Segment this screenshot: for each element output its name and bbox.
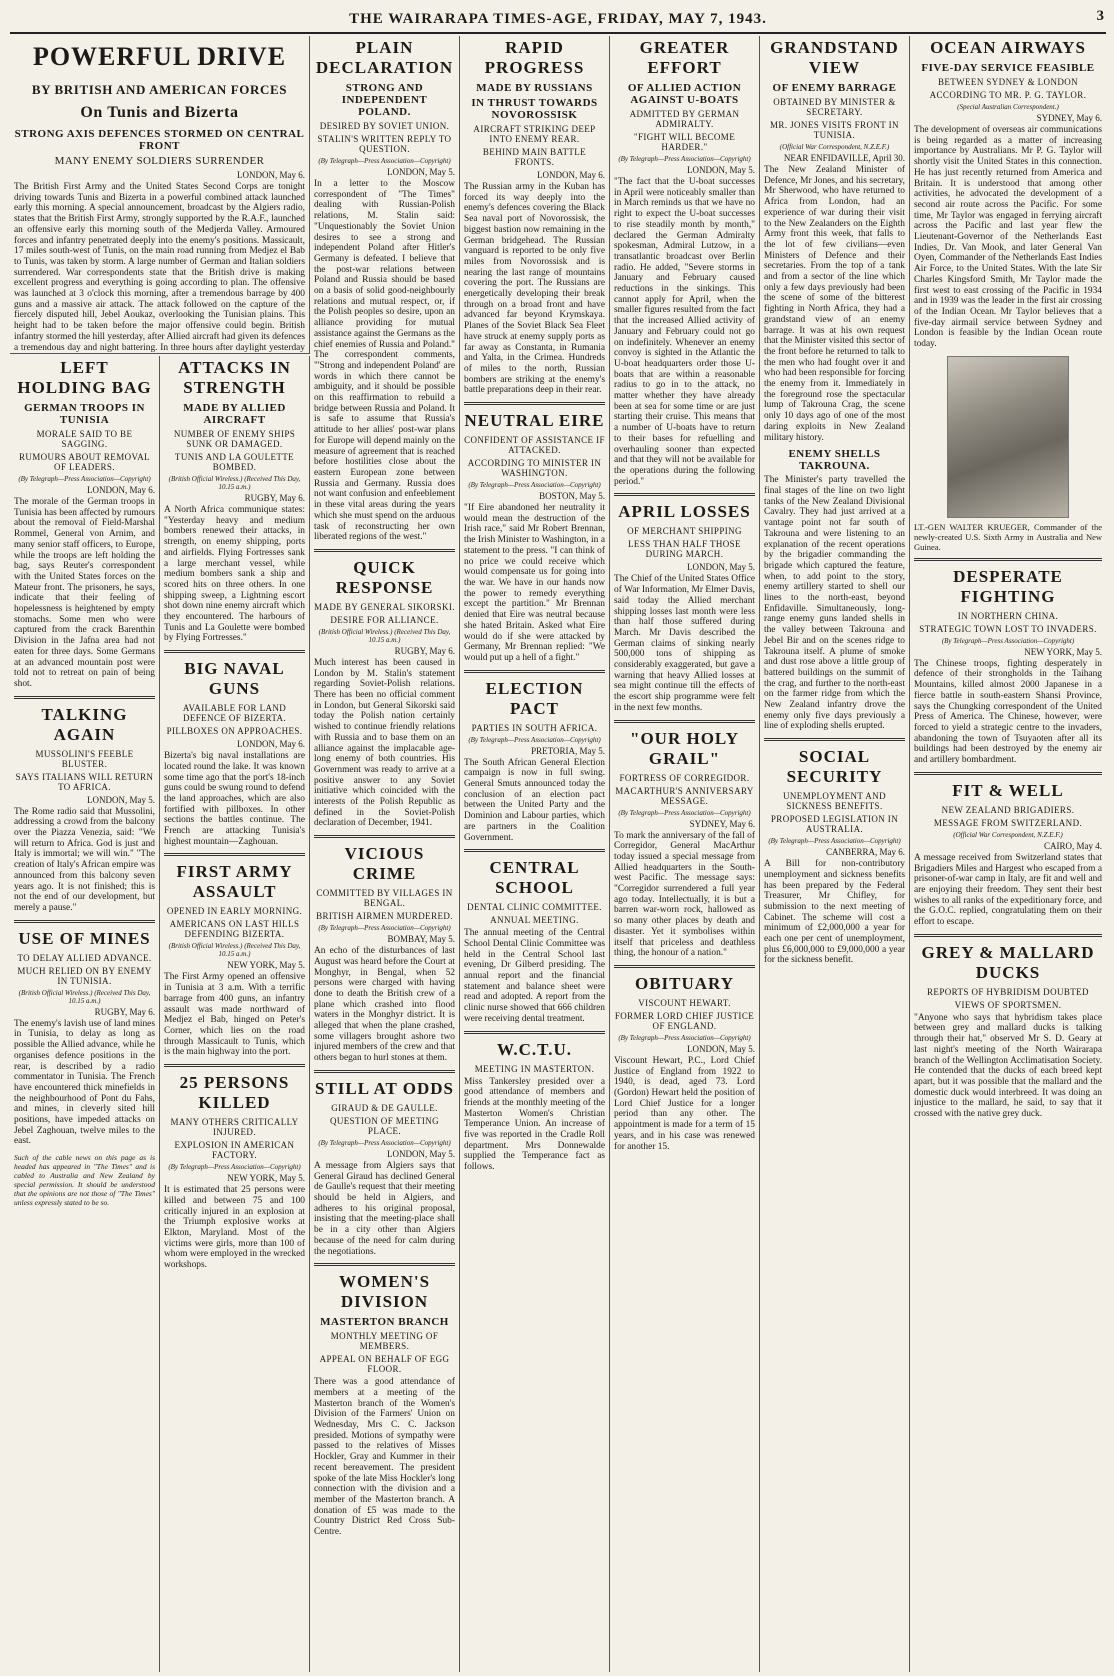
body: A message received from Switzerland states that Brigadiers Miles and Hargest who escaped from a prisoner-of-war camp in Italy, are fit and well and are enjoying their freedom. They sent their best wishes to all ranks of the expeditionary force, and the G.O.C. replied, congratulating them on their effort to escape. (914, 852, 1102, 928)
deck: FORTRESS OF CORREGIDOR. (619, 772, 750, 783)
article-talking-again (14, 705, 155, 914)
credit: (By Telegraph—Press Association—Copyright) (468, 735, 601, 744)
dateline: NEW YORK, May 5. (1024, 646, 1102, 657)
article-rapid-progress (464, 38, 605, 396)
article-big-naval-guns (164, 659, 305, 847)
dateline: RUGBY, May 6. (94, 1006, 155, 1017)
lead-headline: POWERFUL DRIVE (32, 42, 287, 71)
headline: ELECTION PACT (485, 678, 584, 718)
article-ocean-airways (914, 38, 1102, 350)
credit: (Special Australian Correspondent.) (957, 103, 1059, 111)
column-2-lower (160, 356, 310, 1672)
deck: MADE BY ALLIED AIRCRAFT (183, 402, 286, 426)
article-fit-well (914, 781, 1102, 928)
article-grandstand-view (764, 38, 905, 732)
body: The Chief of the United States Office of War Information, Mr Elmer Davis, said today the Allied merchant shipping losses last month were less than half those suffered during March. Mr Davis described the German claims of sinking nearly 500,000 tons of shipping as considerably exaggerated, but gave a warning that heavy Allied losses at sea might continue till the effects of the escort ship programme were felt in the next few months. (614, 574, 755, 713)
deck: EXPLOSION IN AMERICAN FACTORY. (174, 1140, 295, 1161)
deck: LESS THAN HALF THOSE DURING MARCH. (628, 539, 741, 560)
dateline: LONDON, May 5. (687, 165, 755, 175)
article-left-holding-bag (14, 358, 155, 690)
deck: FIVE-DAY SERVICE FEASIBLE (921, 62, 1095, 74)
headline: BIG NAVAL GUNS (184, 659, 285, 699)
article-quick-response (314, 558, 455, 829)
deck: IN NORTHERN CHINA. (957, 610, 1059, 621)
body: It is estimated that 25 persons were killed and between 75 and 100 critically injured in an explosion at the Triumph explosive works at Elkton, Maryland. Most of the victims were girls, more than 100 of whom were employed in the wrecked workshops. (164, 1185, 305, 1271)
columns (10, 36, 1106, 1672)
deck: BETWEEN SYDNEY & LONDON (937, 77, 1079, 87)
credit: (British Official Wireless.) (Received This Day, 10.15 a.m.) (18, 988, 151, 1005)
deck: TUNIS AND LA GOULETTE BOMBED. (174, 452, 295, 472)
dateline: LONDON, May 5. (387, 167, 455, 177)
dateline: LONDON, May 6. (537, 170, 605, 180)
lead-dateline: LONDON, May 6. (237, 170, 305, 180)
dateline: RUGBY, May 6. (394, 645, 455, 656)
credit: (British Official Wireless.) (Received This Day, 10.15 a.m.) (168, 475, 301, 491)
divider (14, 696, 155, 699)
headline: VICIOUS CRIME (344, 844, 425, 884)
body: A North Africa communique states: "Yesterday heavy and medium bombers renewed their attacks, in strength, on enemy shipping, ports and airfields. Flying Fortresses sank a large merchant vessel, while medium bombers sank a ship and scored hits on three others. In one shipping sweep, a Lightning escort shot down nine enemy aircraft which they encountered. The harbours of Tunis and La Goulette were bombed by Flying Fortresses." (164, 505, 305, 644)
deck: PROPOSED LEGISLATION IN AUSTRALIA. (770, 814, 899, 835)
deck: SAYS ITALIANS WILL RETURN TO AFRICA. (15, 771, 154, 792)
dateline: NEW YORK, May 5. (227, 960, 305, 971)
dateline: NEAR ENFIDAVILLE, April 30. (783, 153, 905, 163)
deck: DESIRE FOR ALLIANCE. (330, 614, 439, 625)
headline: GREY & MALLARD DUCKS (921, 942, 1095, 982)
deck: ACCORDING TO MR. P. G. TAYLOR. (929, 90, 1087, 100)
deck: CONFIDENT OF ASSISTANCE IF ATTACKED. (464, 435, 605, 456)
lead-article (10, 36, 310, 354)
credit: (By Telegraph—Press Association—Copyright) (468, 481, 601, 490)
dateline: SYDNEY, May 6. (1036, 113, 1102, 123)
credit: (By Telegraph—Press Association—Copyright) (618, 155, 751, 163)
deck: REPORTS OF HYBRIDISM DOUBTED (927, 986, 1089, 997)
credit: (By Telegraph—Press Association—Copyright) (618, 808, 751, 817)
body: Viscount Hewart, P.C., Lord Chief Justice of England from 1922 to 1940, is dead, aged 73. Lord (Gordon) Hewart held the position of Lord Chief Justice for a longer period than any other. The appointment is made for a term of 15 years, and in his case was renewed for another 15. (614, 1055, 755, 1152)
article-election-pact (464, 679, 605, 844)
body: "If Eire abandoned her neutrality it would mean the destruction of the Irish race," said Mr Robert Brennan, the Irish Minister to Washington, in a statement to the press. "I can think of no price we could receive which would compensate us for going into the war. We have in our hands now the power to remedy everything except the partition." Mr Brennan denied that Eire was neutral because she hated Britain. Asked what Eire would do if she were attacked by Germany, Mr Brennan replied: "We would put up a hell of a fight." (464, 503, 605, 663)
credit: (Official War Correspondent, N.Z.E.F.) (953, 830, 1063, 839)
headline: USE OF MINES (18, 928, 151, 948)
page-number: 3 (1096, 8, 1104, 24)
dateline: LONDON, May 5. (687, 1043, 755, 1054)
article-still-at-odds (314, 1079, 455, 1257)
deck: MESSAGE FROM SWITZERLAND. (933, 817, 1083, 828)
deck: GERMAN TROOPS IN TUNISIA (24, 402, 145, 426)
deck: MACARTHUR'S ANNIVERSARY MESSAGE. (615, 785, 754, 806)
subhead: ENEMY SHELLS TAKROUNA. (788, 448, 881, 473)
deck: UNEMPLOYMENT AND SICKNESS BENEFITS. (783, 791, 886, 812)
headline: ATTACKS IN STRENGTH (178, 358, 291, 397)
article-desperate-fighting (914, 567, 1102, 766)
deck: AIRCRAFT STRIKING DEEP INTO ENEMY REAR. (473, 124, 596, 144)
dateline: LONDON, May 5. (687, 562, 755, 573)
lead-deck-4: MANY ENEMY SOLDIERS SURRENDER (54, 155, 265, 167)
deck: FORMER LORD CHIEF JUSTICE OF ENGLAND. (614, 1010, 755, 1031)
body: A message from Algiers says that General Giraud has declined General de Gaulle's request that their meeting should be held in Algiers, and adheres to his original proposal, insisting that the meeting-place shall be in a city other than Algiers because of the need for calm during the negotiations. (314, 1160, 455, 1257)
body: In a letter to the Moscow correspondent of "The Times" dealing with Russian-Polish relations, M. Stalin said: "Unquestionably the Soviet Union desires to see a strong and independent Poland after Hitler's Germany is defeated. I believe that the post-war relations between Poland and Russia should be based on a basis of solid good-neighbourly relations and mutual respect, or, if the Polish peoples so desire, upon an alliance providing for mutual assistance against the Germans as the chief enemies of Russia and Poland." The correspondent comments, "'Strong and independent Poland' are words in which there cannot be ambiguity, and it should be possible on this reaffirmation to rebuild a bridge between Russia and Poland. It is safe to assume that Russia's attitude to her allies' post-war plans for Europe will depend mainly on the measure of agreement that is reached before hostilities close about the eastern European zone between Russia and Germany. Russia does not want confusion and enfeeblement in these vital areas during the years which she must spend on the arduous task of reconstructing her own liberated regions of the west." (314, 179, 455, 543)
body: There was a good attendance of members at a meeting of the Masterton branch of the Women's Division of the Farmers' Union on Wednesday, Mrs C. C. Jackson presided. Motions of sympathy were passed to the relatives of Misses Hockler, Gray and Kummer in their recent bereavement. The president spoke of the late Miss Hockler's long connection with the division and a member of the Masterton branch. A donation of £5 was made to the Country District Red Cross Sub-Centre. (314, 1377, 455, 1538)
deck: APPEAL ON BEHALF OF EGG FLOOR. (319, 1354, 450, 1375)
credit: (British Official Wireless.) (Received This Day, 10.15 a.m.) (318, 627, 451, 644)
divider (314, 1263, 455, 1266)
dateline: PRETORIA, May 5. (531, 745, 605, 756)
deck: MORALE SAID TO BE SAGGING. (36, 429, 133, 449)
deck: PILLBOXES ON APPROACHES. (166, 726, 303, 737)
deck: QUESTION OF MEETING PLACE. (329, 1115, 440, 1136)
divider (614, 965, 755, 968)
credit: (By Telegraph—Press Association—Copyright) (318, 1138, 451, 1147)
divider (14, 920, 155, 923)
article-use-of-mines (14, 929, 155, 1147)
deck: BRITISH AIRMEN MURDERED. (316, 911, 453, 922)
divider (914, 772, 1102, 775)
credit: (By Telegraph—Press Association—Copyright) (168, 1163, 301, 1172)
body: The development of overseas air communications is being regarded as a matter of increasing importance by Australians. Mr P. G. Taylor will shortly visit the United States in this connection. He has just recently returned from America and Britain. It is understood that among other activities, he advocated the development of a second air route across the Pacific. For some time, Mr Taylor was engaged in ferrying aircraft across the Pacific and last year flew the Lieutenant-Governor of the Netherlands East Indies, Dr. Van Mook, and later General Van Oyen, Commander of the Netherlands East Indies Air Force, to the United States. With the late Sir Charles Kingsford Smith, Mr Taylor made the first west to east crossing of the Pacific in 1934 and in 1939 was the leader in the first air crossing of the Indian Ocean. Mr Taylor believes that a five-day airmail service between Sydney and London is feasible by the Indian Ocean route today. (914, 125, 1102, 350)
headline: LEFT HOLDING BAG (17, 358, 152, 397)
deck: STRATEGIC TOWN LOST TO INVADERS. (919, 623, 1097, 634)
headline: DESPERATE FIGHTING (953, 566, 1063, 606)
column-1-lower (10, 356, 160, 1672)
dateline: NEW YORK, May 5. (227, 1173, 305, 1184)
footnote: Such of the cable news on this page as is headed has appeared in "The Times" and is cabled to Australia and New Zealand by special permission. It should be understood that the opinions are not those of "The Times" unless expressly stated to be so. (14, 1153, 155, 1208)
headline: W.C.T.U. (496, 1039, 573, 1059)
credit: (By Telegraph—Press Association—Copyright) (318, 924, 451, 933)
deck: OBTAINED BY MINISTER & SECRETARY. (773, 97, 896, 117)
body: The enemy's lavish use of land mines in Tunisia, to delay as long as possible the Allied advance, while he organises defence positions in the rear, is described by a radio commentator in Tunisia. The French have encountered thick minefields in the neighbourhood of Pont du Fahs, and mines, in cleverly sited hill positions, have impeded attacks on Jebel Zaghouan, twelve miles to the east. (14, 1018, 155, 1147)
headline: APRIL LOSSES (618, 502, 751, 522)
divider (464, 1031, 605, 1034)
dateline: BOSTON, May 5. (539, 491, 605, 502)
body: The New Zealand Minister of Defence, Mr Jones, and his secretary, Mr Sherwood, who have returned to Africa from London, had an experience of war during their visit to the New Zealanders on the Eighth Army front this week, that falls to the lot of few civilians—even Ministers of Defence and their secretaries. From the top of a tank and from a sector of the line which only a few days previously had been the scene of some of the bitterest fighting in North Africa, they had a grandstand view of an enemy barrage. It was at his own request that the Minister visited this sector of the front before he returned to talk to the men who had fought over it and who had been responsible for forcing the enemy from it. Immediately in the foreground rose the spectacular lump of Takrouna Crag, the scene only 10 days ago of one of the most daring exploits in New Zealand military history. (764, 165, 905, 443)
body: The South African General Election campaign is now in full swing. General Smuts announced today the conclusion of an election pact between the United Party and the Dominion and Labour parties, which are partners in the Coalition Government. (464, 757, 605, 843)
deck: MUCH RELIED ON BY ENEMY IN TUNISIA. (17, 965, 152, 986)
article-plain-declaration (314, 38, 455, 543)
dateline: LONDON, May 6. (237, 739, 305, 750)
divider (464, 849, 605, 852)
article-social-security (764, 747, 905, 966)
deck: NUMBER OF ENEMY SHIPS SUNK OR DAMAGED. (173, 429, 296, 449)
lead-deck-3: STRONG AXIS DEFENCES STORMED ON CENTRAL FRONT (14, 128, 305, 152)
deck: OF MERCHANT SHIPPING (627, 526, 742, 537)
credit: (By Telegraph—Press Association—Copyright) (941, 636, 1075, 645)
headline: FIRST ARMY ASSAULT (176, 862, 293, 902)
column-4 (460, 36, 610, 1672)
deck: MADE BY GENERAL SIKORSKI. (314, 601, 455, 612)
article-grey-mallard (914, 943, 1102, 1120)
dateline: BOMBAY, May 5. (387, 934, 455, 945)
credit: (By Telegraph—Press Association—Copyright) (618, 1033, 751, 1042)
article-neutral-eire (464, 411, 605, 664)
divider (764, 738, 905, 741)
credit: (By Telegraph—Press Association—Copyright) (768, 837, 901, 846)
masthead (10, 6, 1106, 34)
body: The Chinese troops, fighting desperately in defence of their strongholds in the Taihang Mountains, killed almost 2000 Japanese in a fierce battle in south-eastern Shansi Province, says the Chungking correspondent of the United Press of America. The Chinese, however, were forced to yield a strategic centre to the invaders, abandoning the town of Tsuyaoten after all its buildings had been destroyed by the enemy air and artillery bombardment. (914, 658, 1102, 766)
divider (314, 835, 455, 838)
dateline: RUGBY, May 6. (244, 493, 305, 503)
credit: (Official War Correspondent, N.Z.E.F.) (779, 143, 890, 151)
divider (914, 934, 1102, 937)
deck: RUMOURS ABOUT REMOVAL OF LEADERS. (18, 452, 151, 472)
article-central-school (464, 858, 605, 1024)
deck: AMERICANS ON LAST HILLS DEFENDING BIZERTA. (169, 919, 300, 940)
credit: (British Official Wireless.) (Received This Day, 10.15 a.m.) (168, 942, 301, 959)
headline: 25 PERSONS KILLED (179, 1073, 290, 1113)
headline: RAPID PROGRESS (484, 38, 585, 77)
article-persons-killed (164, 1073, 305, 1271)
dateline: CANBERRA, May 6. (825, 847, 905, 858)
divider (164, 853, 305, 856)
article-april-losses (614, 502, 755, 713)
credit: (By Telegraph—Press Association—Copyright) (18, 475, 151, 483)
headline: NEUTRAL EIRE (464, 411, 605, 431)
deck: MEETING IN MASTERTON. (474, 1063, 595, 1074)
headline: CENTRAL SCHOOL (489, 858, 580, 898)
dateline: LONDON, May 5. (387, 1148, 455, 1159)
body: "Anyone who says that hybridism takes place between grey and mallard ducks is talking through their hat," observed Mr S. D. Geary at last night's meeting of the North Wairarapa branch of the Wellington Acclimatisation Society. He contended that the ducks of each breed kept apart, but it was possible that the mallard and the domestic duck would interbreed. It was doing an injustice to the mallard, he said, to say that it crossed with the native grey duck. (914, 1012, 1102, 1120)
column-6 (760, 36, 910, 1672)
divider (464, 670, 605, 673)
body: The Rome radio said that Mussolini, addressing a crowd from the balcony over the Piazza Venezia, said: "We will return to Africa. God is just and Italy is immortal; we will win." "The creation of Italy's African empire was announced from this balcony seven years ago. It is not finished; this is not the end of our development, but merely a pause." (14, 806, 155, 913)
body: A Bill for non-contributory unemployment and sickness benefits has been prepared by the Federal Treasurer, Mr Chifley, for submission to the next meeting of Cabinet. The scheme will cost a minimum of £2,000,000 a year for each one per cent of unemployment, plus £6,000,000 to £9,000,000 a year for the sickness benefit. (764, 859, 905, 966)
article-first-army-assault (164, 862, 305, 1058)
headline: FIT & WELL (952, 780, 1064, 800)
column-7 (910, 36, 1106, 1672)
deck: DESIRED BY SOVIET UNION. (319, 121, 450, 131)
deck: COMMITTED BY VILLAGES IN BENGAL. (316, 888, 453, 909)
divider (314, 1070, 455, 1073)
headline: PLAIN DECLARATION (315, 38, 454, 77)
article-vicious-crime (314, 844, 455, 1064)
deck: MASTERTON BRANCH (320, 1316, 449, 1329)
masthead-title: THE WAIRARAPA TIMES-AGE, FRIDAY, MAY 7, 1943. (349, 10, 767, 27)
article-greater-effort (614, 38, 755, 487)
body: Miss Tankersley presided over a good attendance of members and friends at the monthly meeting of the Masterton Women's Christian Temperance Union. An increase of five was reported in the Cradle Roll department. Mrs Donnewalde supplied the Temperance fact as follows. (464, 1076, 605, 1173)
dateline: SYDNEY, May 6. (689, 818, 755, 829)
headline: OCEAN AIRWAYS (930, 38, 1086, 57)
deck: DENTAL CLINIC COMMITTEE. (467, 902, 602, 913)
deck: TO DELAY ALLIED ADVANCE. (17, 952, 152, 963)
deck: VISCOUNT HEWART. (638, 997, 731, 1008)
headline: WOMEN'S DIVISION (338, 1272, 431, 1312)
divider (314, 549, 455, 552)
deck: ADMITTED BY GERMAN ADMIRALTY. (629, 109, 740, 129)
deck: OPENED IN EARLY MORNING. (166, 906, 303, 917)
body: "The fact that the U-boat successes in April were noticeably smaller than in March reminds us that we have no right to expect the U-boat successes to rise steadily month by month," declared the German Admiralty spokesman, Admiral Lutzow, in a transatlantic broadcast over Berlin radio. He added, "Severe storms in January and February caused reductions in the sinkings. This cannot apply for April, when the smaller figures resulted from the fact that the increased Allied activity of January and February could not go on indefinitely. Whenever an enemy convoy is sighted in the Atlantic the U-boat headquarters order those U-boats that are within a reasonable radius to go in to the attack, no matter whether they have already been at sea for some time or are just starting their cruise. This means that a number of U-boats have to return to their bases for refuelling and overhauling sooner than expected and that they will not be available for the operations during the following period." (614, 177, 755, 487)
article-attacks-in-strength (164, 358, 305, 644)
headline: "OUR HOLY GRAIL" (630, 728, 739, 768)
body: An echo of the disturbances of last August was heard before the Court at Monghyr, in Bengal, when 52 persons were charged with having done to death the British crew of a plane which crashed into flood waters in the Monghyr district. It is alleged that when the plane crashed, some villagers brought ashore two injured members of the crew and that others began to hurl stones at them. (314, 946, 455, 1064)
body: The Russian army in the Kuban has forced its way deeply into the enemy's defences covering the Black Sea naval port of Novorossisk, the biggest bastion now remaining in the German bridgehead. The Russian vanguard is reported to be only five miles from Novorossisk and is nearing the last range of mountains covering the port. The Russians are energetically developing their break through on a broad front and have advanced far beyond Krymskaya. Planes of the Soviet Black Sea Fleet have struck at enemy supply ports as far away as Constanta, in Rumania and Yalta, in the Crimea. Hundreds of miles to the north, Russian bombers are striking at the enemy's battle preparations deep in their rear. (464, 182, 605, 396)
headline: OBITUARY (634, 973, 735, 993)
deck: MANY OTHERS CRITICALLY INJURED. (170, 1117, 299, 1138)
deck: IN THRUST TOWARDS NOVOROSSISK (471, 97, 598, 121)
divider (464, 402, 605, 405)
divider (614, 720, 755, 723)
lead-body: The British First Army and the United States Second Corps are tonight driving towards Tunis and Bizerta in a powerful combined attack launched early this morning. A special announcement, broadcast by the Algiers radio, states that the British First Army, strongly supported by the R.A.F., launched an offensive early this morning south of the Medjerda Valley. Armoured forces and infantry penetrated deeply into the enemy's positions. Massicault, 17 miles south-west of Tunis, on the main road running from Medjez el Bab to Tunis, was taken by storm. A large number of German and Italian soldiers surrendered. War correspondents state that the British drive is making excellent progress and everything is going according to plan. The offensive was launched at 3 o'clock this morning, after a tremendous barrage by 400 guns and a massive air attack. The attack followed on the capture of the fiercely disputed hill, Jebel Aoukaz, overlooking the Tunisian plains. This height had to be taken before the major offensive could begin. British infantry stormed the hill yesterday, after Allied aircraft had given its defences a tremendous day and night battering. In three hours after daylight yesterday (14, 182, 305, 353)
deck: ACCORDING TO MINISTER IN WASHINGTON. (467, 458, 602, 479)
divider (614, 493, 755, 496)
deck: STALIN'S WRITTEN REPLY TO QUESTION. (317, 134, 452, 154)
photo-caption: LT.-GEN WALTER KRUEGER, Commander of the newly-created U.S. Sixth Army in Australia and New Guinea. (914, 521, 1102, 552)
headline: QUICK RESPONSE (335, 557, 434, 597)
deck: MADE BY RUSSIANS (476, 82, 593, 94)
article-obituary (614, 974, 755, 1152)
column-5 (610, 36, 760, 1672)
deck: VIEWS OF SPORTSMEN. (954, 999, 1062, 1010)
lead-deck-2: On Tunis and Bizerta (80, 104, 239, 121)
article-wctu (464, 1040, 605, 1173)
deck: MUSSOLINI'S FEEBLE BLUSTER. (35, 748, 134, 769)
headline: SOCIAL SECURITY (786, 747, 883, 787)
deck: BEHIND MAIN BATTLE FRONTS. (482, 147, 587, 167)
dateline: LONDON, May 6. (87, 485, 155, 495)
body: Much interest has been caused in London by M. Stalin's statement regarding Soviet-Polish relations. There has been no official comment in London, but General Sikorski said today the Polish nation certainly wished to continue friendly relations with Russia and to base them on an alliance against the implacable age-long enemy of both countries. His Government was ready to arrive at a positive answer to any Soviet initiative which coincided with the interests of the Polish Republic as defined in the Soviet-Polish declaration of December, 1941. (314, 657, 455, 829)
deck: PARTIES IN SOUTH AFRICA. (471, 722, 598, 733)
deck: "FIGHT WILL BECOME HARDER." (633, 132, 736, 152)
deck: AVAILABLE FOR LAND DEFENCE OF BIZERTA. (182, 703, 287, 724)
headline: STILL AT ODDS (315, 1078, 454, 1098)
column-3 (310, 36, 460, 1672)
body: To mark the anniversary of the fall of Corregidor, General MacArthur today issued a special message from Allied headquarters in the South-west Pacific. The message says: "Corregidor surrendered a full year ago today. Intellectually, it is but a barren war-worn rock, hallowed as so many other places by death and disaster. Yet it symbolises within itself that priceless and deathless thing, the honour of a nation." (614, 830, 755, 959)
portrait-photo (947, 356, 1069, 518)
body: The morale of the German troops in Tunisia has been affected by rumours about the removal of Field-Marshal Rommel, General von Arnim, and many senior staff officers, to Europe, while the troops are left holding the bag, says Reuter's correspondent with the United States forces on the Mateur front. The prisoners, he says, indicate that their feeling of hopelessness is heightened by empty stomachs. Some men who were captured from the crack Barenthin Division in the Jafna area had not eaten for three days. Some Germans at an advanced mountain post were told not to retreat on pain of being shot. (14, 497, 155, 689)
article-womens-division (314, 1272, 455, 1538)
body: The annual meeting of the Central School Dental Clinic Committee was held in the Central School last evening, Dr Gilberd presiding. The annual report and the financial statement and balance sheet were read and adopted. A report from the clinic nurse showed that 666 children were receiving dental treatment. (464, 928, 605, 1024)
body: The First Army opened an offensive in Tunisia at 3 a.m. With a terrific barrage from 400 guns, an infantry assault was made northward of Medjez el Bab, hinged on Peter's Corner, which lies on the road through Massicault to Tunis, which is the main highway into the port. (164, 972, 305, 1058)
credit: (By Telegraph—Press Association—Copyright) (318, 157, 451, 165)
divider (164, 650, 305, 653)
divider (914, 558, 1102, 561)
deck: STRONG AND INDEPENDENT POLAND. (341, 82, 428, 118)
deck: OF ENEMY BARRAGE (772, 82, 897, 94)
dateline: CAIRO, May 4. (1044, 840, 1102, 851)
article-holy-grail (614, 729, 755, 959)
headline: GREATER EFFORT (639, 38, 730, 77)
dateline: LONDON, May 5. (87, 794, 155, 805)
body: Bizerta's big naval installations are located round the lake. It was known some time ago that the port's 18-inch guns could be swung round to defend the land approaches, which are also fortified with pillboxes. In other sections the battles continue. The French are attacking Tunisia's highest mountain—Zaghouan. (164, 751, 305, 847)
divider (164, 1064, 305, 1067)
headline: TALKING AGAIN (41, 704, 128, 744)
deck: ANNUAL MEETING. (490, 915, 579, 926)
deck: NEW ZEALAND BRIGADIERS. (941, 804, 1075, 815)
headline: GRANDSTAND VIEW (770, 38, 899, 77)
deck: GIRAUD & DE GAULLE. (331, 1102, 438, 1113)
deck: MONTHLY MEETING OF MEMBERS. (330, 1331, 439, 1352)
lead-deck-1: BY BRITISH AND AMERICAN FORCES (31, 82, 288, 97)
deck: OF ALLIED ACTION AGAINST U-BOATS (627, 82, 742, 106)
deck: MR. JONES VISITS FRONT IN TUNISIA. (770, 120, 899, 140)
body: The Minister's party travelled the final stages of the line on two light tanks of the New Zealand Divisional Cavalry. They had just arrived at a vantage point not far south of Takrouna and were listening to an explanation of the recent operations by the brigadier commanding the brigade which captured the feature, when, to add point to the story, enemy artillery started to shell our lines to the north-east, beyond Enfidaville. Simultaneously, long-range enemy guns landed shells in the valley between Takrouna and Jebel Bir and on the scenes ridge to Takrouna itself. A plume of smoke and dust rose above a little group of battered buildings on the summit of the crag, and further to the north-east on the farmer ridge from which the New Zealand infantry drove the enemy only five days previously a line of exploding shells erupted. (764, 475, 905, 732)
